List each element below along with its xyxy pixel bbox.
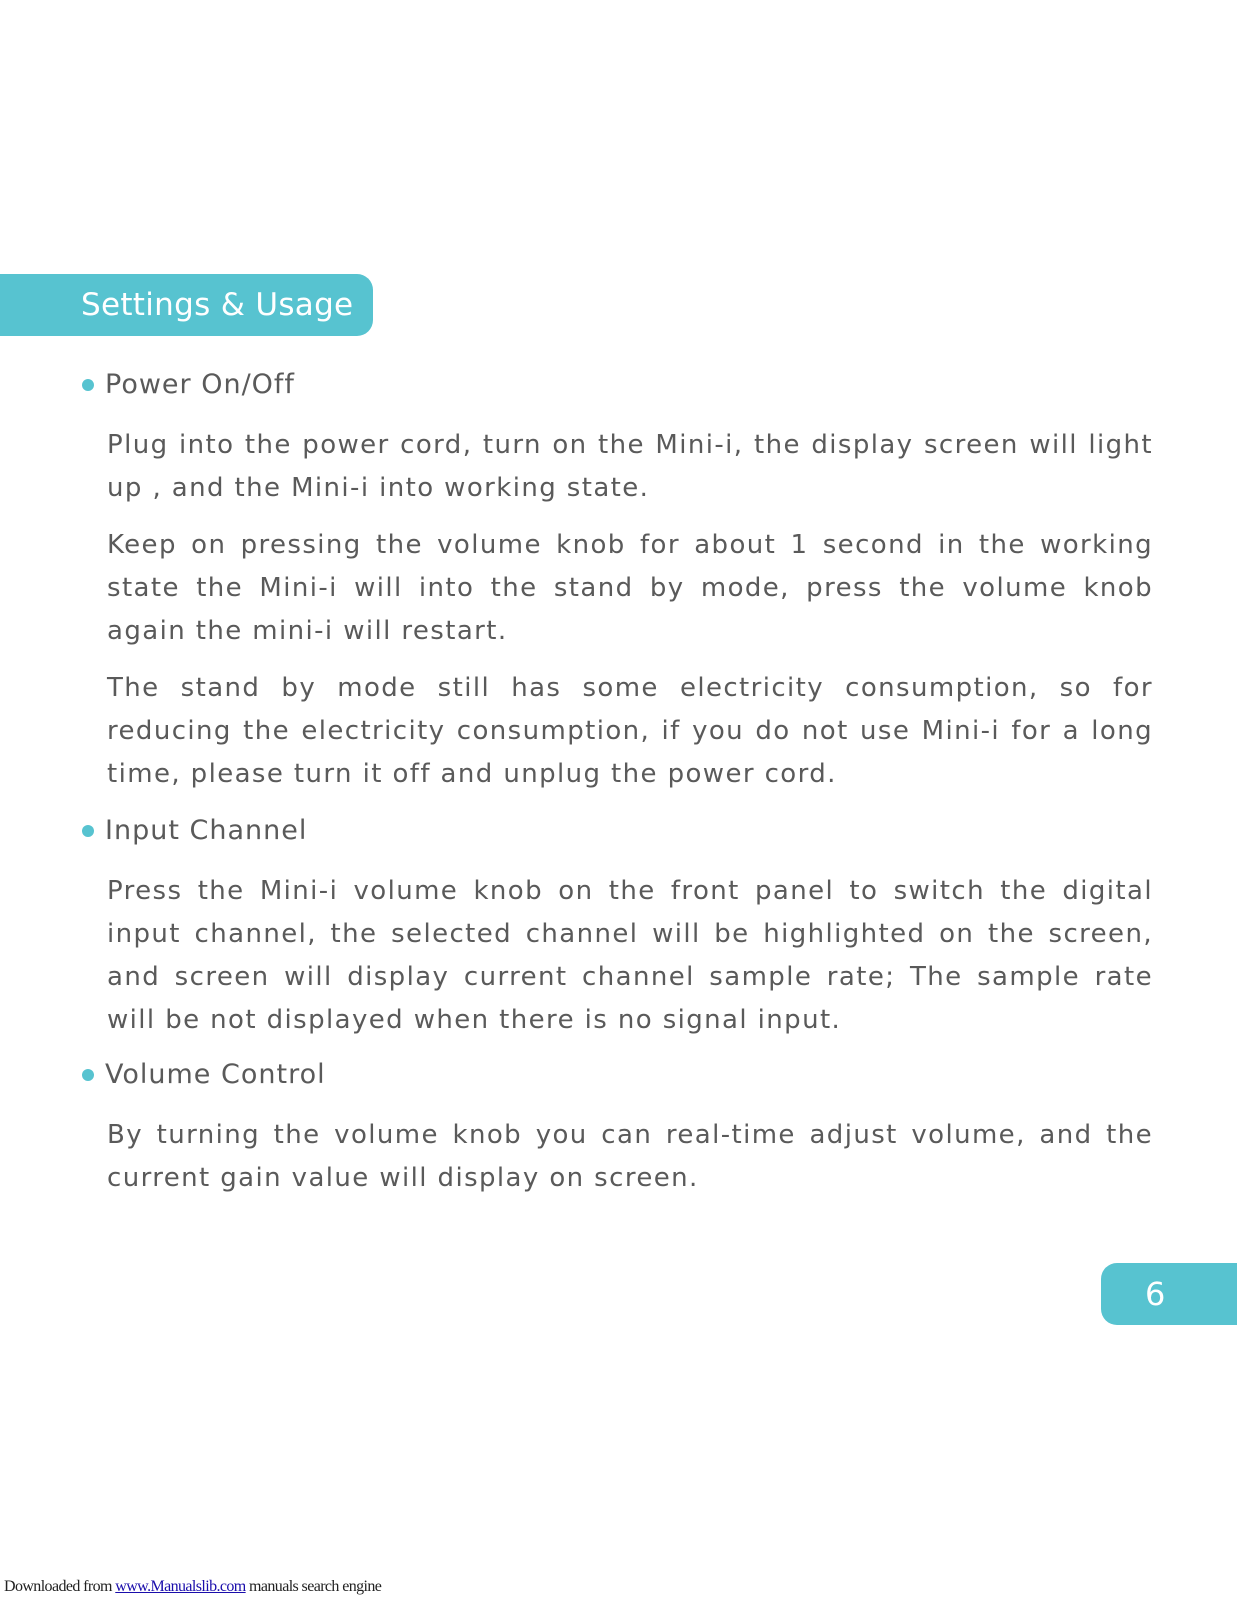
manualslib-link[interactable]: www.Manualslib.com [115, 1578, 246, 1595]
paragraph-input-channel: Press the Mini-i volume knob on the front panel to switch the digital input channel, the selected channel will be highlighted on the screen, and screen will display current channel sample rate; The sample rate will be not displayed when there is no signal input. [107, 876, 1153, 1035]
bullet-dot-icon [82, 1069, 94, 1081]
footer-prefix: Downloaded from [4, 1578, 116, 1595]
bullet-dot-icon [82, 825, 94, 837]
footer-suffix: manuals search engine [245, 1578, 382, 1595]
heading-volume-control [82, 1059, 326, 1091]
paragraph-power-3: The stand by mode still has some electricity consumption, so for reducing the electricity consumption, if you do not use Mini-i for a long time, please turn it off and unplug the power cord. [107, 673, 1153, 789]
heading-text: Input Channel [105, 815, 308, 846]
paragraph-power-1: Plug into the power cord, turn on the Mini-i, the display screen will light up , and the Mini-i into working state. [107, 430, 1153, 503]
heading-text: Power On/Off [105, 369, 295, 400]
download-footer [4, 1578, 381, 1596]
heading-input-channel [82, 815, 307, 847]
page-number-tab [1101, 1263, 1237, 1325]
section-title-tab [0, 274, 373, 336]
page-number: 6 [1145, 1275, 1166, 1313]
heading-text: Volume Control [105, 1059, 326, 1090]
bullet-dot-icon [82, 379, 94, 391]
heading-power-on-off [82, 369, 295, 401]
paragraph-volume-control: By turning the volume knob you can real-time adjust volume, and the current gain value will display on screen. [107, 1120, 1153, 1193]
paragraph-power-2: Keep on pressing the volume knob for about 1 second in the working state the Mini-i will into the stand by mode, press the volume knob again the mini-i will restart. [107, 530, 1153, 646]
section-title: Settings & Usage [81, 286, 354, 323]
